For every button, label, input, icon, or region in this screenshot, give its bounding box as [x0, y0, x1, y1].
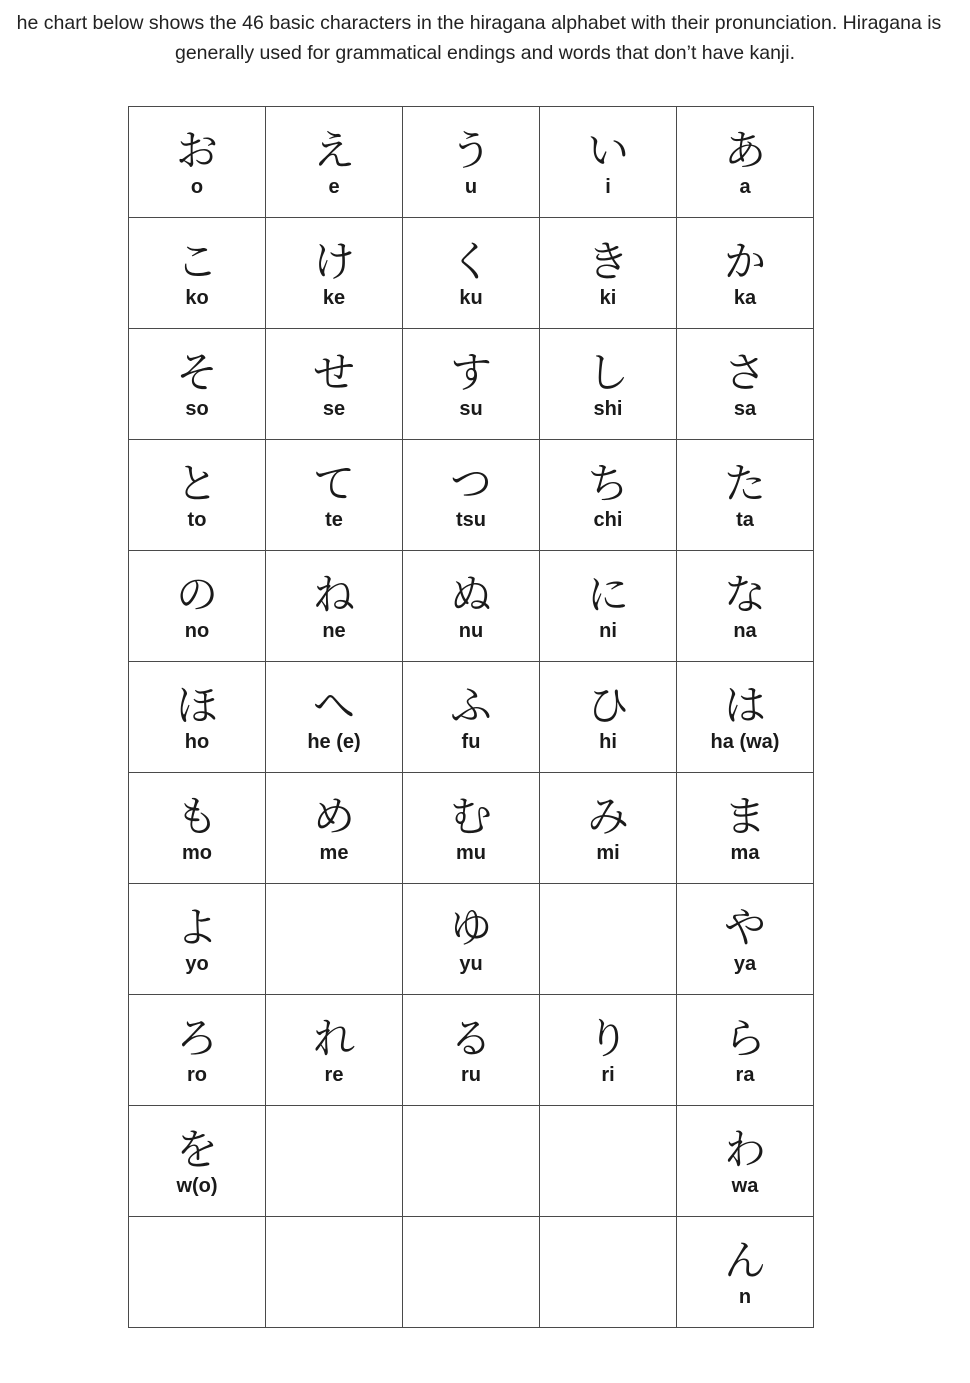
- kana-cell-content: [403, 662, 539, 772]
- kana-character: て: [312, 459, 355, 508]
- kana-cell: [266, 107, 403, 218]
- kana-character: に: [586, 570, 629, 619]
- kana-cell-content: [677, 551, 813, 661]
- romaji-label: hi: [599, 731, 617, 753]
- kana-cell-content: [677, 218, 813, 328]
- table-row: [129, 440, 814, 551]
- romaji-label: te: [325, 509, 343, 531]
- romaji-label: no: [184, 620, 210, 642]
- kana-character: た: [723, 459, 766, 508]
- romaji-label: ha (wa): [710, 731, 780, 753]
- romaji-label: ko: [185, 287, 209, 309]
- romaji-label: ra: [735, 1064, 755, 1086]
- romaji-label: ne: [322, 620, 346, 642]
- table-row: [129, 995, 814, 1106]
- kana-cell-content: [266, 773, 402, 883]
- kana-cell: [677, 1106, 814, 1217]
- kana-cell: [403, 551, 540, 662]
- hiragana-chart: [128, 106, 814, 1328]
- kana-character: け: [312, 237, 355, 286]
- kana-cell-content: [129, 662, 265, 772]
- kana-character: ち: [586, 459, 629, 508]
- romaji-label: ku: [459, 287, 483, 309]
- romaji-label: ro: [187, 1064, 207, 1086]
- kana-cell: [266, 662, 403, 773]
- kana-character: う: [449, 126, 492, 175]
- kana-character: く: [449, 237, 492, 286]
- kana-cell: [677, 884, 814, 995]
- table-row: [129, 662, 814, 773]
- romaji-label: mo: [182, 842, 212, 864]
- romaji-label: a: [739, 176, 751, 198]
- romaji-label: ta: [736, 509, 754, 531]
- kana-cell-content: [540, 995, 676, 1105]
- kana-cell: [129, 218, 266, 329]
- kana-cell-content: [677, 773, 813, 883]
- table-row: [129, 329, 814, 440]
- romaji-label: ka: [733, 287, 757, 309]
- romaji-label: o: [190, 176, 204, 198]
- kana-cell: [677, 1217, 814, 1328]
- kana-cell: [677, 773, 814, 884]
- romaji-label: w(o): [176, 1175, 218, 1197]
- kana-character: を: [175, 1125, 218, 1174]
- kana-character: え: [312, 126, 355, 175]
- kana-cell-content: [266, 995, 402, 1105]
- kana-character: り: [586, 1014, 629, 1063]
- romaji-label: shi: [593, 398, 623, 420]
- kana-character: き: [586, 237, 629, 286]
- kana-cell-content: [403, 107, 539, 217]
- kana-cell: [266, 995, 403, 1106]
- kana-cell-content: [403, 884, 539, 994]
- romaji-label: he (e): [307, 731, 361, 753]
- kana-cell: [540, 107, 677, 218]
- romaji-label: yo: [185, 953, 209, 975]
- romaji-label: ni: [599, 620, 617, 642]
- kana-cell-content: [129, 995, 265, 1105]
- empty-cell: [540, 1217, 677, 1328]
- kana-character: さ: [723, 348, 766, 397]
- kana-cell-content: [403, 440, 539, 550]
- kana-cell: [540, 773, 677, 884]
- kana-character: ら: [723, 1014, 766, 1063]
- kana-cell-content: [677, 1106, 813, 1216]
- kana-cell: [403, 329, 540, 440]
- kana-cell-content: [540, 218, 676, 328]
- kana-character: の: [175, 570, 218, 619]
- kana-cell-content: [266, 662, 402, 772]
- romaji-label: tsu: [456, 509, 486, 531]
- kana-cell-content: [540, 662, 676, 772]
- kana-character: れ: [312, 1014, 355, 1063]
- romaji-label: ma: [730, 842, 760, 864]
- kana-cell: [403, 107, 540, 218]
- kana-cell-content: [540, 329, 676, 439]
- table-row: [129, 551, 814, 662]
- kana-cell: [403, 884, 540, 995]
- kana-character: ふ: [449, 681, 492, 730]
- kana-cell: [540, 440, 677, 551]
- table-row: [129, 107, 814, 218]
- kana-cell: [677, 329, 814, 440]
- empty-cell: [266, 1217, 403, 1328]
- kana-cell: [403, 662, 540, 773]
- empty-cell: [266, 884, 403, 995]
- kana-cell: [129, 662, 266, 773]
- kana-cell-content: [129, 884, 265, 994]
- romaji-label: n: [738, 1286, 752, 1308]
- kana-character: ゆ: [449, 903, 492, 952]
- kana-character: ぬ: [449, 570, 492, 619]
- romaji-label: u: [464, 176, 478, 198]
- kana-character: ほ: [175, 681, 218, 730]
- kana-cell: [403, 218, 540, 329]
- kana-cell-content: [129, 107, 265, 217]
- kana-cell-content: [129, 329, 265, 439]
- kana-cell-content: [677, 329, 813, 439]
- kana-cell-content: [677, 440, 813, 550]
- kana-cell: [129, 329, 266, 440]
- kana-character: こ: [175, 237, 218, 286]
- kana-cell-content: [540, 773, 676, 883]
- kana-cell: [266, 773, 403, 884]
- romaji-label: na: [733, 620, 757, 642]
- kana-cell: [403, 440, 540, 551]
- kana-cell-content: [677, 107, 813, 217]
- romaji-label: ke: [322, 287, 346, 309]
- table-row: [129, 1217, 814, 1328]
- kana-cell: [677, 440, 814, 551]
- romaji-label: fu: [461, 731, 481, 753]
- intro-line-2: generally used for grammatical endings and words that don’t have kanji.: [174, 42, 796, 64]
- romaji-label: ya: [733, 953, 757, 975]
- kana-character: し: [586, 348, 629, 397]
- kana-cell: [266, 440, 403, 551]
- kana-cell-content: [403, 551, 539, 661]
- table-row: [129, 773, 814, 884]
- kana-character: す: [449, 348, 492, 397]
- hiragana-chart-body: [129, 107, 814, 1328]
- romaji-label: ri: [601, 1064, 615, 1086]
- romaji-label: so: [185, 398, 209, 420]
- kana-character: な: [723, 570, 766, 619]
- kana-cell: [403, 995, 540, 1106]
- kana-character: い: [586, 126, 629, 175]
- romaji-label: chi: [593, 509, 623, 531]
- kana-cell-content: [403, 995, 539, 1105]
- kana-cell-content: [129, 218, 265, 328]
- kana-cell: [129, 107, 266, 218]
- kana-cell: [540, 218, 677, 329]
- kana-cell-content: [129, 773, 265, 883]
- romaji-label: i: [605, 176, 611, 198]
- kana-cell-content: [677, 995, 813, 1105]
- kana-cell: [266, 329, 403, 440]
- intro-paragraph: [0, 8, 970, 68]
- kana-cell: [677, 218, 814, 329]
- romaji-label: mi: [596, 842, 620, 864]
- kana-cell-content: [266, 107, 402, 217]
- kana-cell: [129, 440, 266, 551]
- empty-cell: [540, 1106, 677, 1217]
- kana-character: ん: [723, 1236, 766, 1285]
- kana-cell: [540, 662, 677, 773]
- romaji-label: ki: [599, 287, 617, 309]
- kana-character: や: [723, 903, 766, 952]
- kana-cell-content: [677, 662, 813, 772]
- kana-character: あ: [723, 126, 766, 175]
- kana-cell-content: [403, 329, 539, 439]
- kana-cell-content: [266, 218, 402, 328]
- kana-cell-content: [540, 440, 676, 550]
- intro-line-1: he chart below shows the 46 basic characters in the hiragana alphabet with their pronunciation. Hiragana is: [16, 12, 942, 34]
- romaji-label: mu: [456, 842, 486, 864]
- kana-character: ひ: [586, 681, 629, 730]
- kana-cell-content: [540, 551, 676, 661]
- romaji-label: se: [322, 398, 346, 420]
- kana-cell: [129, 995, 266, 1106]
- table-row: [129, 1106, 814, 1217]
- kana-cell-content: [677, 884, 813, 994]
- table-row: [129, 218, 814, 329]
- romaji-label: e: [328, 176, 340, 198]
- kana-character: お: [175, 126, 218, 175]
- kana-cell-content: [540, 107, 676, 217]
- empty-cell: [266, 1106, 403, 1217]
- empty-cell: [540, 884, 677, 995]
- kana-character: せ: [312, 348, 355, 397]
- kana-cell-content: [403, 218, 539, 328]
- kana-cell: [540, 995, 677, 1106]
- kana-cell-content: [266, 329, 402, 439]
- kana-character: め: [312, 792, 355, 841]
- kana-character: は: [723, 681, 766, 730]
- romaji-label: me: [319, 842, 349, 864]
- kana-cell-content: [129, 551, 265, 661]
- empty-cell: [129, 1217, 266, 1328]
- kana-cell: [677, 662, 814, 773]
- kana-cell: [677, 107, 814, 218]
- romaji-label: to: [187, 509, 207, 531]
- empty-cell: [403, 1217, 540, 1328]
- kana-cell-content: [129, 440, 265, 550]
- empty-cell: [403, 1106, 540, 1217]
- kana-character: ね: [312, 570, 355, 619]
- kana-cell: [403, 773, 540, 884]
- kana-character: も: [175, 792, 218, 841]
- kana-character: む: [449, 792, 492, 841]
- kana-cell: [677, 551, 814, 662]
- table-row: [129, 884, 814, 995]
- romaji-label: nu: [458, 620, 484, 642]
- kana-cell-content: [266, 551, 402, 661]
- romaji-label: re: [324, 1064, 344, 1086]
- romaji-label: ho: [184, 731, 210, 753]
- kana-character: ま: [723, 792, 766, 841]
- kana-character: つ: [449, 459, 492, 508]
- kana-cell-content: [129, 1106, 265, 1216]
- kana-character: る: [449, 1014, 492, 1063]
- romaji-label: yu: [459, 953, 483, 975]
- romaji-label: ru: [461, 1064, 481, 1086]
- romaji-label: su: [459, 398, 483, 420]
- kana-cell: [266, 218, 403, 329]
- kana-character: と: [175, 459, 218, 508]
- romaji-label: sa: [733, 398, 757, 420]
- kana-cell: [540, 551, 677, 662]
- kana-cell-content: [677, 1217, 813, 1327]
- kana-character: わ: [723, 1125, 766, 1174]
- kana-cell: [129, 773, 266, 884]
- kana-cell: [129, 1106, 266, 1217]
- kana-character: ろ: [175, 1014, 218, 1063]
- kana-cell: [677, 995, 814, 1106]
- kana-character: み: [586, 792, 629, 841]
- kana-character: へ: [312, 681, 355, 730]
- kana-character: よ: [175, 903, 218, 952]
- kana-cell: [129, 551, 266, 662]
- romaji-label: wa: [731, 1175, 759, 1197]
- kana-cell: [129, 884, 266, 995]
- kana-character: そ: [175, 348, 218, 397]
- kana-cell-content: [266, 440, 402, 550]
- kana-cell: [540, 329, 677, 440]
- kana-cell: [266, 551, 403, 662]
- kana-character: か: [723, 237, 766, 286]
- kana-cell-content: [403, 773, 539, 883]
